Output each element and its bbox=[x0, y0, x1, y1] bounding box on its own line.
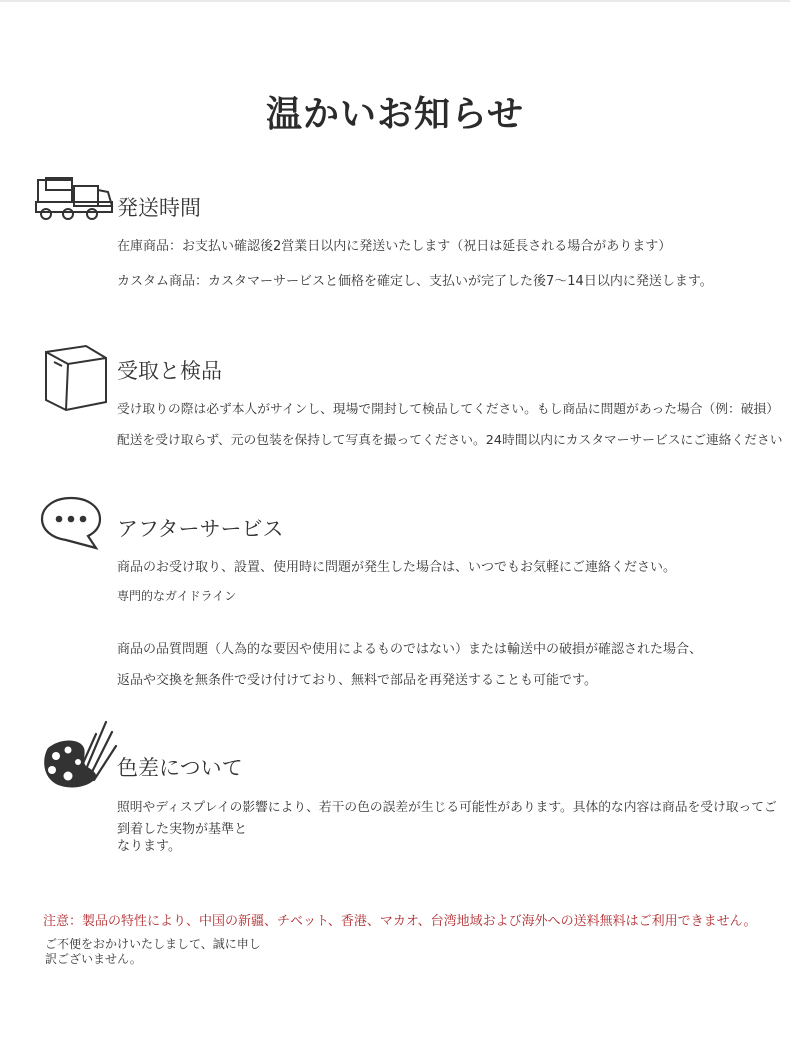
chat-bubble-icon bbox=[38, 494, 104, 550]
after-service-line-1: 商品のお受け取り、設置、使用時に問題が発生した場合は、いつでもお気軽にご連絡ください。 bbox=[117, 560, 677, 575]
shipping-restriction-notice: 注意：製品の特性により、中国の新疆、チベット、香港、マカオ、台湾地域および海外への送料無料はご利用できません。 bbox=[43, 914, 757, 929]
after-service-line-3: 返品や交換を無条件で受け付けており、無料で部品を再発送することも可能です。 bbox=[117, 673, 597, 688]
package-box-icon bbox=[40, 342, 112, 414]
section-heading-after-service: アフターサービス bbox=[117, 517, 284, 541]
receipt-line-2: 配送を受け取らず、元の包装を保持して写真を撮ってください。24時間以内にカスタマーサービスにご連絡ください bbox=[117, 433, 783, 448]
page-title: 温かいお知らせ bbox=[266, 94, 524, 135]
paint-palette-icon bbox=[38, 718, 118, 792]
truck-icon bbox=[34, 176, 114, 224]
apology-line-2: 訳ございません。 bbox=[45, 952, 142, 966]
section-heading-shipping: 発送時間 bbox=[117, 196, 201, 220]
after-service-subheading: 専門的なガイドライン bbox=[117, 589, 237, 603]
section-heading-receipt: 受取と検品 bbox=[117, 359, 222, 383]
color-line-1: 照明やディスプレイの影響により、若干の色の誤差が生じる可能性があります。具体的な内容は商品を受け取ってご bbox=[117, 800, 777, 815]
top-divider bbox=[0, 0, 790, 2]
shipping-line-1: 在庫商品：お支払い確認後2営業日以内に発送いたします（祝日は延長される場合があります） bbox=[117, 239, 672, 254]
color-line-3: なります。 bbox=[117, 839, 181, 854]
color-line-2: 到着した実物が基準と bbox=[117, 822, 248, 837]
apology-line-1: ご不便をおかけいたしまして、誠に申し bbox=[45, 937, 261, 951]
receipt-line-1: 受け取りの際は必ず本人がサインし、現場で開封して検品してください。もし商品に問題があった場合（例：破損） bbox=[117, 402, 779, 417]
section-heading-color: 色差について bbox=[117, 756, 243, 780]
after-service-line-2: 商品の品質問題（人為的な要因や使用によるものではない）または輸送中の破損が確認された場合、 bbox=[117, 642, 703, 657]
shipping-line-2: カスタム商品：カスタマーサービスと価格を確定し、支払いが完了した後7〜14日以内に発送します。 bbox=[117, 274, 713, 289]
